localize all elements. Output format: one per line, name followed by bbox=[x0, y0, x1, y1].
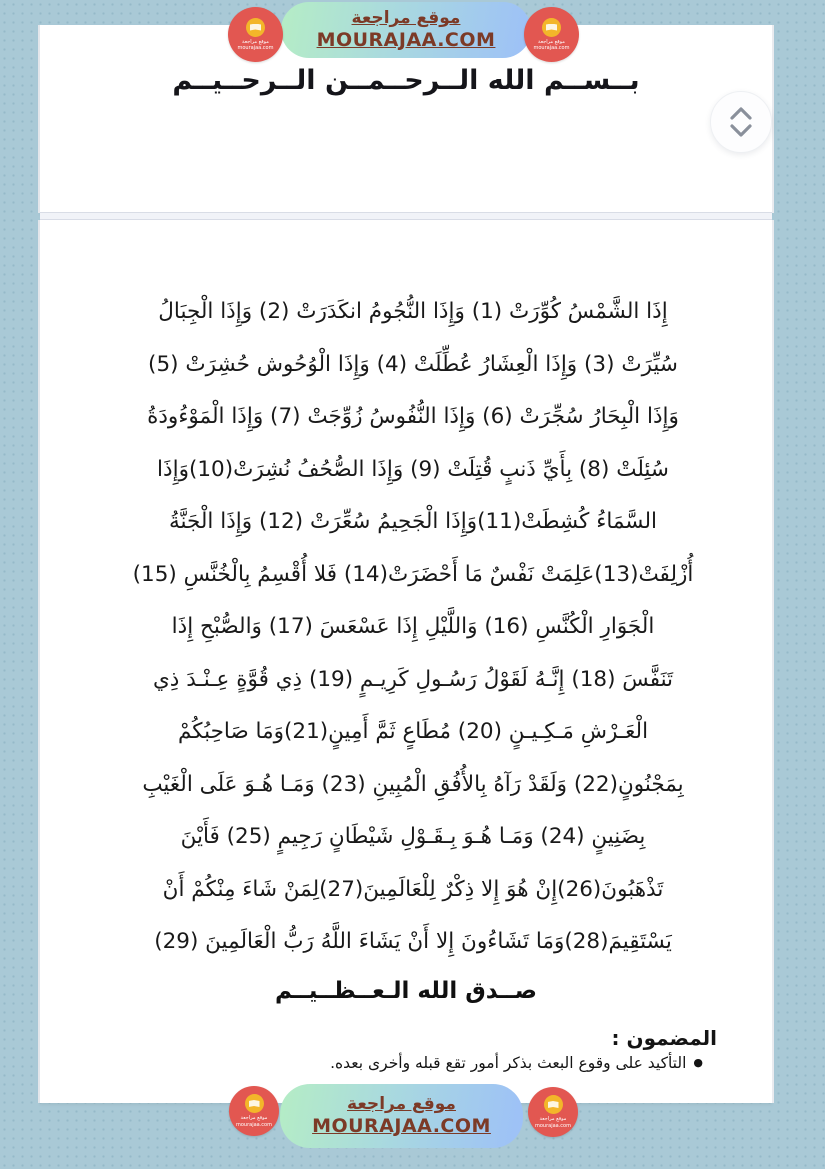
basmala-text: بــســم الله الــرحــمــن الــرحــيــم bbox=[172, 65, 640, 96]
logo-label-domain: mourajaa.com bbox=[235, 1121, 272, 1128]
verse-line: يَسْتَقِيمَ(28)وَمَا تَشَاءُونَ إِلا أَنْ يَشَاءَ اللَّهُ رَبُّ الْعَالَمِينَ (29) bbox=[154, 929, 672, 954]
logo-label-ar: موقع مراجعة bbox=[242, 38, 269, 45]
closing-phrase: صــدق الله الـعــظــيــم bbox=[274, 978, 538, 1004]
mourajaa-logo bbox=[528, 1087, 578, 1137]
bullet-icon: ● bbox=[693, 1056, 703, 1069]
watermark-banner-bottom bbox=[280, 1084, 523, 1148]
scroll-control[interactable] bbox=[710, 91, 772, 153]
verse-line: السَّمَاءُ كُشِطَتْ(11)وَإِذَا الْجَحِيمُ سُعِّرَتْ (12) وَإِذَا الْجَنَّةُ bbox=[168, 509, 658, 534]
verse-line: سُئِلَتْ (8) بِأَيِّ ذَنبٍ قُتِلَتْ (9) وَإِذَا الصُّحُفُ نُشِرَتْ(10)وَإِذَا bbox=[157, 456, 669, 482]
document-page-main bbox=[40, 220, 772, 1103]
watermark-site-name: موقع مراجعة bbox=[351, 7, 461, 28]
content-bullet-text: التأكيد على وقوع البعث بذكر أمور تقع قبله وأخرى بعده. bbox=[330, 1054, 687, 1072]
verse-line: تَذْهَبُونَ(26)إِنْ هُوَ إِلا ذِكْرٌ لِلْعَالَمِينَ(27)لِمَنْ شَاءَ مِنْكُمْ أَنْ bbox=[162, 876, 664, 902]
watermark-site-name: موقع مراجعة bbox=[347, 1093, 456, 1114]
watermark-site-domain: MOURAJAA.COM bbox=[312, 1115, 491, 1138]
watermark-banner-top bbox=[281, 2, 531, 58]
logo-label-domain: mourajaa.com bbox=[534, 1122, 571, 1129]
content-section bbox=[70, 1026, 717, 1072]
verse-line: بِضَنِينٍ (24) وَمَـا هُـوَ بِـقَـوْلِ شَيْطَانٍ رَجِيمٍ (25) فَأَيْنَ bbox=[180, 824, 646, 849]
verse-line: تَنَفَّسَ (18) إِنَّـهُ لَقَوْلُ رَسُـولِ كَرِيـمٍ (19) ذِي قُوَّةٍ عِـنْـدَ ذِي bbox=[152, 666, 674, 692]
verse-line: الْجَوَارِ الْكُنَّسِ (16) وَاللَّيْلِ إِذَا عَسْعَسَ (17) وَالصُّبْحِ إِذَا bbox=[171, 614, 655, 639]
chevron-up-icon[interactable] bbox=[728, 105, 754, 121]
content-bullet-item bbox=[70, 1054, 717, 1072]
logo-label-ar: موقع مراجعة bbox=[240, 1115, 268, 1121]
page-break-separator bbox=[40, 212, 772, 220]
book-icon bbox=[245, 1094, 264, 1113]
verse-line: الْعَـرْشِ مَـكِـيـنٍ (20) مُطَاعٍ ثَمَّ أَمِينٍ(21)وَمَا صَاحِبُكُمْ bbox=[177, 719, 649, 744]
logo-label-domain: mourajaa.com bbox=[237, 45, 274, 51]
verse-line: إِذَا الشَّمْسُ كُوِّرَتْ (1) وَإِذَا النُّجُومُ انكَدَرَتْ (2) وَإِذَا الْجِبَالُ bbox=[158, 299, 668, 324]
mourajaa-logo bbox=[228, 7, 283, 62]
verse-line: أُزْلِفَتْ(13)عَلِمَتْ نَفْسٌ مَا أَحْضَرَتْ(14) فَلا أُقْسِمُ بِالْخُنَّسِ (15) bbox=[132, 561, 694, 587]
book-icon bbox=[544, 1095, 563, 1114]
content-heading: المضمون : bbox=[611, 1026, 717, 1050]
verse-line: وَإِذَا الْبِحَارُ سُجِّرَتْ (6) وَإِذَا النُّفُوسُ زُوِّجَتْ (7) وَإِذَا الْمَوْءُودَةُ bbox=[147, 404, 679, 429]
logo-label-ar: موقع مراجعة bbox=[539, 1116, 567, 1122]
verse-line: بِمَجْنُونٍ(22) وَلَقَدْ رَآهُ بِالأُفُقِ الْمُبِينِ (23) وَمَـا هُـوَ عَلَى الْغَيْبِ bbox=[142, 771, 684, 797]
book-icon bbox=[542, 18, 561, 37]
watermark-site-domain: MOURAJAA.COM bbox=[316, 29, 496, 52]
logo-label-ar: موقع مراجعة bbox=[538, 38, 565, 45]
mourajaa-logo bbox=[229, 1086, 279, 1136]
logo-label-domain: mourajaa.com bbox=[533, 45, 570, 51]
verse-line: سُيِّرَتْ (3) وَإِذَا الْعِشَارُ عُطِّلَتْ (4) وَإِذَا الْوُحُوش حُشِرَتْ (5) bbox=[148, 351, 678, 377]
mourajaa-logo bbox=[524, 7, 579, 62]
surah-text-block bbox=[88, 286, 738, 969]
chevron-down-icon[interactable] bbox=[728, 123, 754, 139]
book-icon bbox=[246, 18, 265, 37]
